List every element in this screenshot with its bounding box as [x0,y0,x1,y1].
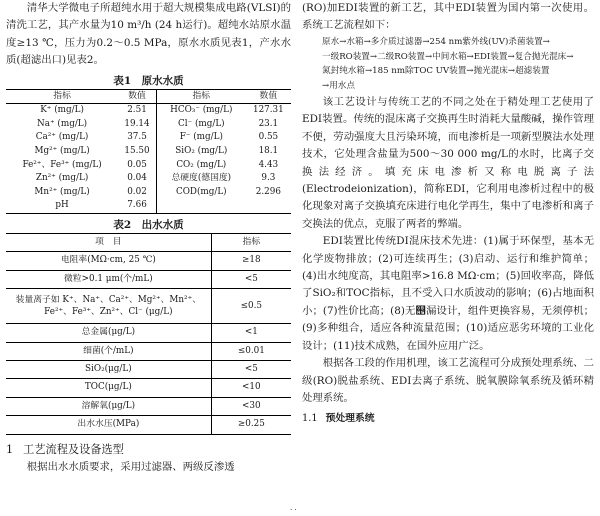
paragraph: 根据各工段的作用机理，该工艺流程可分成预处理系统、二级(RO)脱盐系统、EDI去离子系统、脱氧膜除氧系统及循环精处理系统。 [302,357,594,404]
table-row [6,118,291,132]
table-cell: COD(mg/L) [175,186,227,197]
table-cell: F⁻ (mg/L) [179,132,223,143]
table-cell: Mn²⁺ (mg/L) [34,186,90,197]
table-cell: 127.31 [252,105,284,116]
table-cell: 溶解氧(μg/L) [6,397,211,415]
header-cell: 项 目 [6,233,211,251]
table-cell: 19.14 [118,118,156,132]
table-cell: 0.02 [118,186,156,200]
table-cell: Fe²⁺、Fe³⁺ (mg/L) [22,159,102,170]
table-row [6,252,291,270]
flow-line: 原水→水箱→多介质过滤器→254 nm紫外线(UV)杀菌装置→ [322,36,550,47]
table-cell: 0.05 [118,159,156,173]
table-cell: <1 [211,324,291,342]
table-cell: SiO₂(μg/L) [6,361,211,379]
table-cell: Zn²⁺ (mg/L) [35,173,89,184]
table-cell: 0.55 [258,132,279,143]
table-cell: HCO₃⁻ (mg/L) [170,105,233,116]
table-row [6,324,291,342]
table-cell: ≤0.5 [211,289,291,324]
table-header-row [6,89,291,104]
table-row [6,186,291,200]
header-cell: 数值 [246,89,291,104]
process-flow [302,35,594,94]
paragraph: 该工艺设计与传统工艺的不同之处在于精处理工艺使用了EDI装置。传统的混床离子交换再生时消耗大量酸碱，操作管理不便，劳动强度大且污染环境，而电渗析是一项新型膜法水处理技术，它处理含盐量为500～30 000 mg/L的水时，比离子交换法经济。填充床电渗析又称电脱离子法(Electrodeionization)，简称EDI，它利用电渗析过程中的极化现象对离子交换填充床进行电化学再生，集中了电渗析和离子交换法的优点，克服了两者的弊端。 [302,96,594,230]
table-header-row [6,233,291,251]
subsection-number: 1.1 [302,413,318,425]
table-cell: 总硬度(德国度) [171,173,232,184]
table-cell: 2.296 [255,186,281,197]
table-cell [156,199,245,213]
table-row [6,289,291,324]
table2-caption: 表2 出水水质 [113,218,184,231]
flow-line: 氮封纯水箱→185 nm除TOC UV装置→抛光混床→超滤装置 [322,66,550,77]
table-row [6,159,291,173]
table-cell: Na⁺ (mg/L) [37,118,88,129]
table-row [6,270,291,288]
table-cell: 总金属(μg/L) [6,324,211,342]
section-heading [6,441,291,459]
header-cell: 指标 [211,233,291,251]
table-cell: 15.50 [118,145,156,159]
table-cell: 装量离子如 K⁺、Na⁺、Ca²⁺、Mg²⁺、Mn²⁺、Fe²⁺、Fe³⁺、Zn²⁺、Cl⁻ (μg/L) [6,289,211,324]
table-cell: <10 [211,379,291,397]
table-row [6,416,291,434]
table-row [6,104,291,118]
table-cell: <5 [211,361,291,379]
table-cell: 电阻率(MΩ·cm, 25 ℃) [6,252,211,270]
table-cell: SiO₂ (mg/L) [175,146,228,156]
table-cell: 23.1 [258,118,279,129]
table-cell: ≤0.01 [211,342,291,360]
table-cell: 出水水压(MPa) [6,416,211,434]
page-mark: · · [290,506,297,514]
section-title: 工艺流程及设备选型 [23,442,124,456]
table-cell: Mg²⁺ (mg/L) [34,146,90,156]
flow-line: 一级RO装置→二级RO装置→中间水箱→EDI装置→复合抛光混床→ [322,51,574,62]
table-cell: 37.5 [118,131,156,145]
table-cell: CO₂ (mg/L) [176,159,227,170]
table-cell: Cl⁻ (mg/L) [177,118,225,129]
flow-line: →用水点 [322,81,355,92]
table-row [6,379,291,397]
header-cell: 数值 [118,89,156,104]
table-cell: ≥0.25 [211,416,291,434]
table-row [6,145,291,159]
subsection-title: 预处理系统 [325,413,375,425]
paragraph: EDI装置比传统DI混床技术先进：(1)属于环保型，基本无化学废物排放；(2)可连续再生；(3)启动、运行和维护简单；(4)出水纯度高，其电阻率>16.8 MΩ·cm；(5)回收率高，降低了SiO₂和TOC指标，且不受入口水质波动的影响；(6)占地面积小；(7)性价比高；(8)无஥漏设计，组件更换容易，无须停机；(9)多种组合，适应各种流量范围；(10)适应恶劣环境的工业化设计；(11)技术成熟，在国外应用广泛。 [302,235,594,352]
table-cell: 9.3 [261,173,276,184]
table-cell: Ca²⁺ (mg/L) [35,132,89,143]
table-row [6,397,291,415]
right-column [302,0,594,426]
header-cell: 指标 [156,89,245,104]
intro-paragraph: 清华大学微电子所超纯水用于超大规模集成电路(VLSI)的清洗工艺，其产水量为10 m³/h (24 h运行)。超纯水站原水温度≥13 ℃，压力为0.2～0.5 MPa，原水水质见表1，产水水质(超滤出口)见表2。 [6,2,291,67]
table-cell: 2.51 [118,104,156,118]
table-cell: ≥18 [211,252,291,270]
section-paragraph: 根据出水水质要求，采用过滤器、两级反渗透 [26,460,235,473]
table-cell: TOC(μg/L) [6,379,211,397]
table-cell: 7.66 [118,199,156,213]
table-cell: pH [55,200,69,211]
table-row [6,172,291,186]
table-cell: <5 [211,270,291,288]
table-cell: 微粒>0.1 μm(个/mL) [6,270,211,288]
subsection-heading [302,412,594,426]
table-row [6,361,291,379]
table1-caption: 表1 原水水质 [113,74,184,87]
table-cell: 18.1 [258,146,279,156]
table-cell [246,199,291,213]
effluent-quality-table [6,233,291,435]
table-cell: 0.04 [118,172,156,186]
raw-water-quality-table [6,89,291,214]
left-column [6,0,291,476]
table-row [6,131,291,145]
table-cell: 细菌(个/mL) [6,342,211,360]
continued-paragraph: (RO)加EDI装置的新工艺，其中EDI装置为国内第一次使用。系统工艺流程如下： [302,2,594,32]
table-row [6,342,291,360]
header-cell: 指标 [6,89,118,104]
section-number: 1 [6,442,14,456]
table-cell: <30 [211,397,291,415]
table-cell: 4.43 [258,159,279,170]
table-row [6,199,291,213]
table-cell: K⁺ (mg/L) [40,105,84,116]
